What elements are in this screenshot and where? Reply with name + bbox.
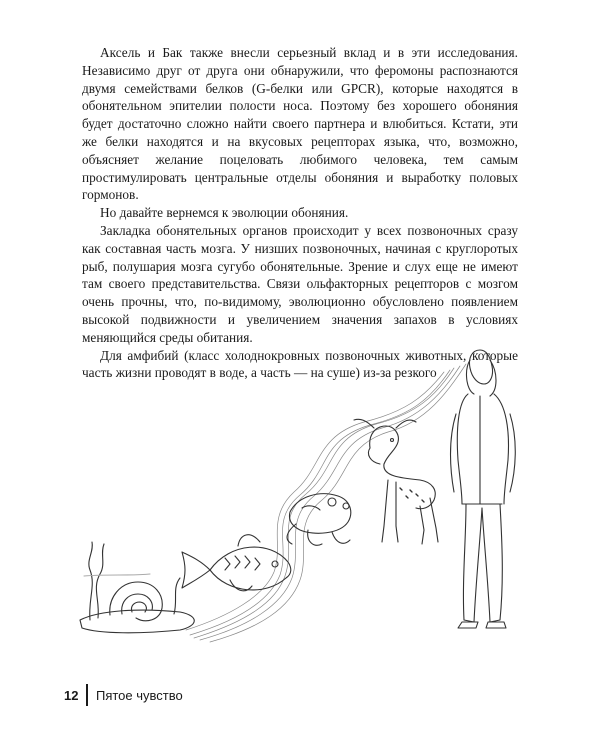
page-footer <box>64 684 183 706</box>
paragraph-1: Аксель и Бак также внесли серьезный вклад и в эти исследования. Независимо друг от друга они обнаружили, что феромоны распознаются двумя семействами белков (G-белки или GPCR), которые находятся в обонятельном эпителии полости носа. Поэтому без хорошего обоняния будет достаточно сложно найти своего партнера и влюбиться. Кстати, эти же белки находятся и на вкусовых рецепторах языка, что, возможно, объясняет желание поцеловать любимого человека, тем самым простимулировать центральные отделы обоняния и выработку половых гормонов. <box>82 45 518 203</box>
paragraph-4: Для амфибий (класс холоднокровных позвоночных животных, которые часть жизни проводят в воде, а часть — на суше) из-за резкого <box>82 347 518 381</box>
frog-illustration <box>287 494 351 546</box>
page-number: 12 <box>64 687 79 703</box>
book-title: Пятое чувство <box>95 687 183 703</box>
human-illustration <box>451 350 516 628</box>
scent-trail <box>186 364 466 642</box>
shell-illustration <box>80 542 194 633</box>
paragraph-3: Закладка обонятельных органов происходит у всех позвоночных сразу как составная часть мозга. У низших позвоночных, начиная с круглоротых рыб, полушария мозга сугубо обонятельные. Зрение и слух еще не имеют там своего представительства. Связи ольфакторных рецепторов с мозгом очень прочны, что, по-видимому, эволюционно обусловлено появлением высокой подвижности и увеличением значения запахов в условиях меняющийся среды обитания. <box>82 222 518 345</box>
footer-divider <box>86 684 88 706</box>
evolution-illustration <box>70 330 540 660</box>
paragraph-2: Но давайте вернемся к эволюции обоняния. <box>100 205 349 221</box>
fish-illustration <box>182 535 291 591</box>
deer-illustration <box>354 419 438 544</box>
